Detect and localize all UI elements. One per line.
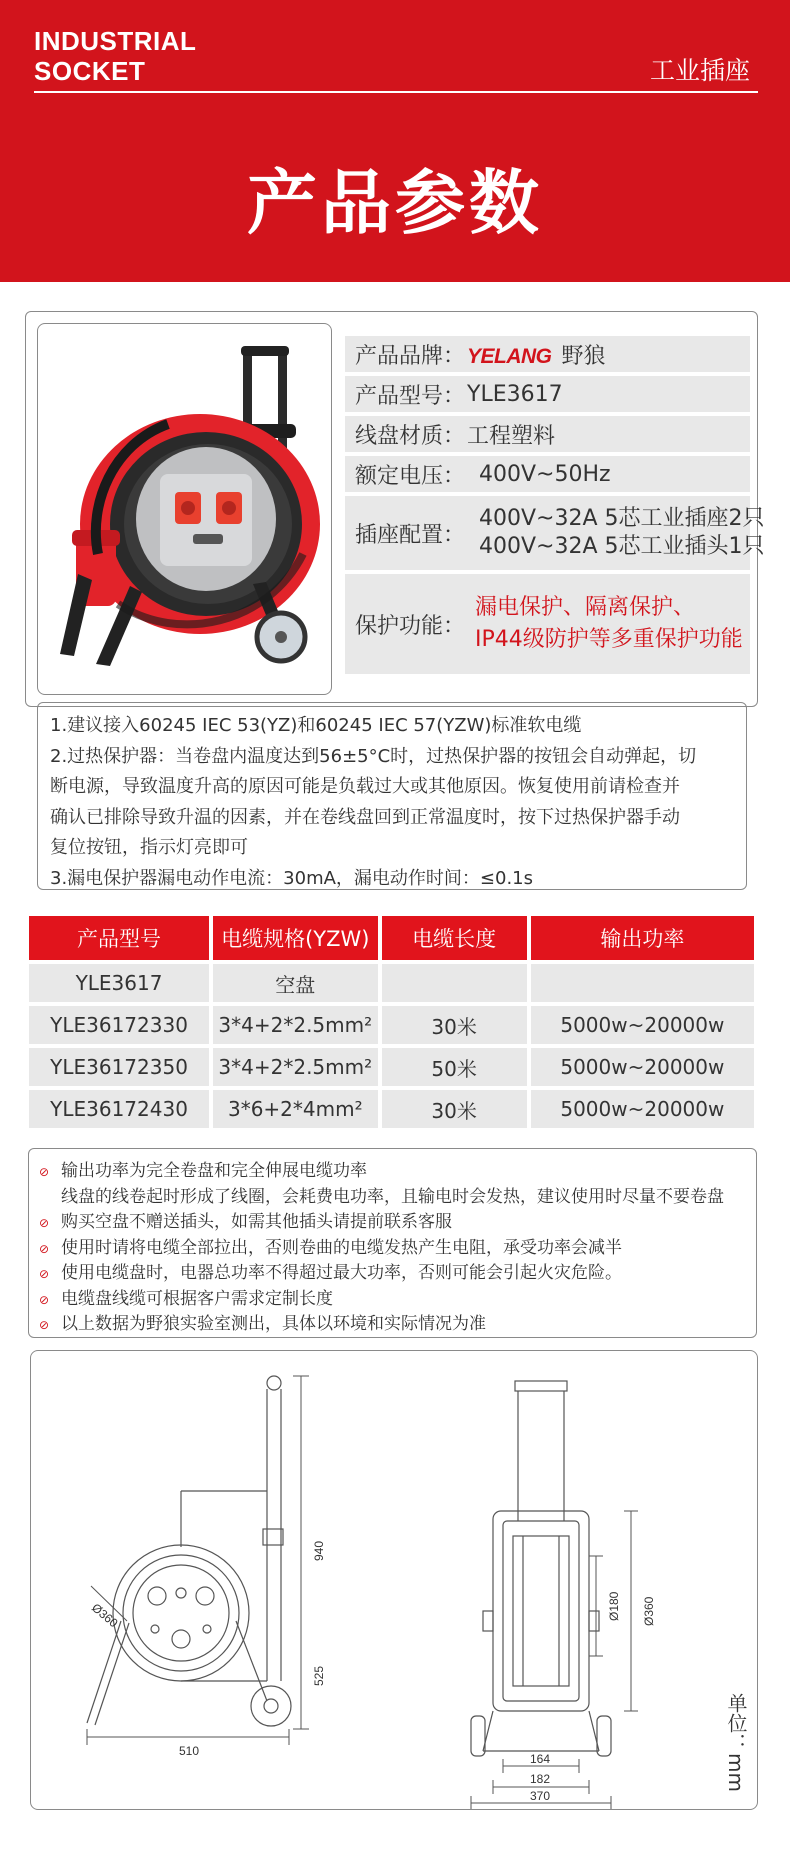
protection-line: 漏电保护、隔离保护、 (475, 595, 696, 620)
table-cell (382, 964, 527, 1002)
spec-row-model (345, 376, 750, 412)
spec-value: YLE3617 (467, 381, 563, 407)
note-line: 1.建议接入60245 IEC 53(YZ)和60245 IEC 57(YZW)标准软电缆 (50, 715, 582, 736)
tip-text: 以上数据为野狼实验室测出，具体以环境和实际情况为准 (61, 1314, 486, 1334)
brand-english-line2: SOCKET (34, 56, 146, 86)
cable-spec-table (25, 912, 758, 1132)
dimension-drawing-panel (30, 1350, 758, 1810)
spec-value (465, 505, 765, 561)
brand-logo: YELANG (467, 344, 552, 368)
warning-icon: ⊘ (39, 1241, 50, 1256)
dim-label-164: 164 (530, 1752, 551, 1766)
note-line: 3.漏电保护器漏电动作电流：30mA，漏电动作时间：≤0.1s (50, 867, 534, 889)
spec-row-protection (345, 574, 750, 674)
warning-icon: ⊘ (39, 1318, 50, 1332)
column-header: 电缆长度 (382, 916, 527, 960)
table-cell: 30米 (382, 1090, 527, 1128)
table-cell: YLE36172350 (29, 1048, 209, 1086)
table-row (29, 1006, 754, 1044)
spec-row-voltage (345, 456, 750, 492)
table-cell: 3*4+2*2.5mm² (213, 1006, 378, 1044)
brand-chinese: 工业插座 (649, 56, 750, 85)
warning-icon: ⊘ (39, 1292, 50, 1307)
tip-item (39, 1185, 748, 1211)
spec-value (465, 592, 750, 656)
dim-label-width-left: 510 (179, 1744, 200, 1758)
dim-label-182: 182 (530, 1772, 551, 1786)
tip-text: 使用电缆盘时，电器总功率不得超过最大功率，否则可能会引起火灾危险。 (61, 1263, 622, 1283)
tip-text: 使用时请将电缆全部拉出，否则卷曲的电缆发热产生电阻，承受功率会减半 (61, 1237, 622, 1258)
dim-label-height-axle: 525 (312, 1665, 326, 1686)
dim-label-370: 370 (530, 1789, 551, 1803)
unit-label: 单位：mm (724, 1693, 748, 1792)
spec-row-brand (345, 336, 750, 372)
brand-english-line1: INDUSTRIAL (34, 26, 197, 56)
socket-config-line: 400V~32A 5芯工业插头1只 (479, 534, 765, 559)
table-row (29, 1048, 754, 1086)
dim-label-height-total: 940 (312, 1540, 326, 1561)
header-divider (34, 91, 758, 93)
table-row (29, 1090, 754, 1128)
bottom-strip (0, 1846, 790, 1864)
spec-label: 额定电压： (355, 463, 466, 489)
dimension-drawing (31, 1351, 758, 1810)
spec-label: 插座配置： (355, 522, 466, 548)
table-cell: YLE3617 (29, 964, 209, 1002)
warning-icon: ⊘ (39, 1267, 50, 1281)
tip-text: 购买空盘不赠送插头，如需其他插头请提前联系客服 (61, 1212, 452, 1232)
tips-panel (28, 1148, 757, 1338)
spec-label: 产品型号： (355, 383, 466, 409)
spec-label: 产品品牌： (355, 343, 466, 369)
spec-value (465, 339, 750, 370)
table-cell: YLE36172430 (29, 1090, 209, 1128)
spec-label: 保护功能： (355, 613, 466, 639)
notes-panel (37, 702, 747, 890)
tip-item (39, 1210, 748, 1236)
cable-reel-illustration (38, 324, 332, 695)
dim-label-inner-diameter: Ø180 (607, 1591, 621, 1621)
table-row (29, 964, 754, 1002)
tip-item (39, 1236, 748, 1262)
table-cell: 空盘 (213, 964, 378, 1002)
note-line: 复位按钮，指示灯亮即可 (50, 837, 248, 858)
product-image (37, 323, 332, 695)
tip-text: 线盘的线卷起时形成了线圈，会耗费电功率，且输电时会发热，建议使用时尽量不要卷盘 (61, 1186, 724, 1207)
tip-item (39, 1312, 748, 1338)
spec-table (345, 336, 765, 678)
table-cell: YLE36172330 (29, 1006, 209, 1044)
column-header: 电缆规格(YZW) (213, 916, 378, 960)
header-banner (0, 0, 790, 282)
table-cell: 5000w~20000w (531, 1090, 754, 1128)
tip-item (39, 1261, 748, 1287)
note-line: 2.过热保护器：当卷盘内温度达到56±5°C时，过热保护器的按钮会自动弹起，切 (50, 745, 697, 767)
brand-english (34, 26, 196, 86)
warning-icon: ⊘ (39, 1165, 50, 1179)
column-header: 产品型号 (29, 916, 209, 960)
note-line: 断电源，导致温度升高的原因可能是负载过大或其他原因。恢复使用前请检查并 (50, 776, 680, 797)
dim-label-diameter: Ø360 (89, 1600, 121, 1631)
spec-value: 工程塑料 (467, 423, 556, 449)
socket-config-line: 400V~32A 5芯工业插座2只 (479, 506, 765, 531)
table-cell: 3*4+2*2.5mm² (213, 1048, 378, 1086)
table-cell: 30米 (382, 1006, 527, 1044)
tip-item (39, 1287, 748, 1313)
table-cell: 3*6+2*4mm² (213, 1090, 378, 1128)
spec-row-material (345, 416, 750, 452)
table-header-row (29, 916, 754, 960)
note-line: 确认已排除导致升温的因素，并在卷线盘回到正常温度时，按下过热保护器手动 (50, 806, 680, 828)
tip-text: 电缆盘线缆可根据客户需求定制长度 (61, 1288, 333, 1309)
table-cell (531, 964, 754, 1002)
page-title: 产品参数 (247, 162, 543, 244)
table-cell: 5000w~20000w (531, 1006, 754, 1044)
spec-label: 线盘材质： (355, 423, 466, 449)
dim-label-outer-diameter: Ø360 (642, 1596, 656, 1626)
spec-row-socket (345, 496, 765, 570)
tip-item (39, 1159, 748, 1185)
brand-name: 野狼 (561, 343, 606, 369)
tip-text: 输出功率为完全卷盘和完全伸展电缆功率 (61, 1161, 367, 1181)
column-header: 输出功率 (531, 916, 754, 960)
warning-icon: ⊘ (39, 1216, 50, 1230)
table-cell: 50米 (382, 1048, 527, 1086)
spec-value: 400V~50Hz (479, 461, 611, 487)
table-cell: 5000w~20000w (531, 1048, 754, 1086)
protection-line: IP44级防护等多重保护功能 (475, 627, 743, 652)
